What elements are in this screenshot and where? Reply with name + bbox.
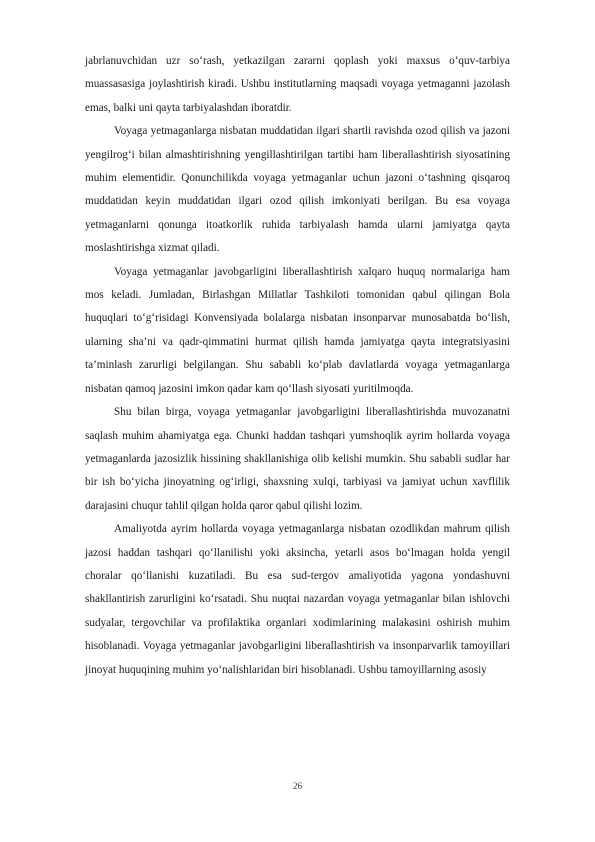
paragraph-early-release: Voyaga yetmaganlarga nisbatan muddatidan ilgari shartli ravishda ozod qilish va jazoni yengilrog‘i bilan almashtirishning yengillashtirilgan tartibi ham liberallashtirish siyosatining muhim elementidir. Qonunchilikda voyaga yetmaganlar uchun jazoni o‘tashning qisqaroq muddatidan keyin muddatidan ilgari ozod qilish imkoniyati berilgan. Bu esa voyaga yetmaganlarni qonunga itoatkorlik ruhida tarbiyalash hamda ularni jamiyatga qayta moslashtirishga xizmat qiladi. [85,125,510,255]
paragraph-international-law: Voyaga yetmaganlar javobgarligini liberallashtirish xalqaro huquq normalariga ham mos keladi. Jumladan, Birlashgan Millatlar Tashkiloti tomonidan qabul qilingan Bola huquqlari to‘g‘risidagi Konvensiyada bolalarga nisbatan insonparvar munosabatda bo‘lish, ularning sha’ni va qadr-qimmatini hurmat qilish hamda jamiyatga qayta integratsiyasini ta’minlash zarurligi belgilangan. Shu sababli ko‘plab davlatlarda voyaga yetmaganlarga nisbatan qamoq jazosini imkon qadar kam qo‘llash siyosati yuritilmoqda. [85,265,510,395]
document-page [85,50,510,682]
page-number: 26 [293,781,302,791]
paragraph-continuation: jabrlanuvchidan uzr so‘rash, yetkazilgan zararni qoplash yoki maxsus o‘quv-tarbiya muassasasiga joylashtirish kiradi. Ushbu institutlarning maqsadi voyaga yetmaganni jazolash emas, balki uni qayta tarbiyalashdan iboratdir. [85,55,510,114]
paragraph-practice: Amaliyotda ayrim hollarda voyaga yetmaganlarga nisbatan ozodlikdan mahrum qilish jazosi haddan tashqari qo‘llanilishi yoki aksincha, yetarli asos bo‘lmagan holda yengil choralar qo‘llanishi kuzatiladi. Bu esa sud-tergov amaliyotida yagona yondashuvni shakllantirish zarurligini ko‘rsatadi. Shu nuqtai nazardan voyaga yetmaganlar bilan ishlovchi sudyalar, tergovchilar va profilaktika organlari xodimlarining malakasini oshirish muhim hisoblanadi. Voyaga yetmaganlar javobgarligini liberallashtirish va insonparvarlik tamoyillari jinoyat huquqining muhim yo‘nalishlaridan biri hisoblanadi. Ushbu tamoyillarning asosiy [85,523,510,676]
paragraph-balance: Shu bilan birga, voyaga yetmaganlar javobgarligini liberallashtirishda muvozanatni saqlash muhim ahamiyatga ega. Chunki haddan tashqari yumshoqlik ayrim hollarda voyaga yetmaganlarda jazosizlik hissining shakllanishiga olib kelishi mumkin. Shu sababli sudlar har bir ish bo‘yicha jinoyatning og‘irligi, shaxsning xulqi, tarbiyasi va jamiyat uchun xavflilik darajasini chuqur tahlil qilgan holda qaror qabul qilishi lozim. [85,406,510,512]
